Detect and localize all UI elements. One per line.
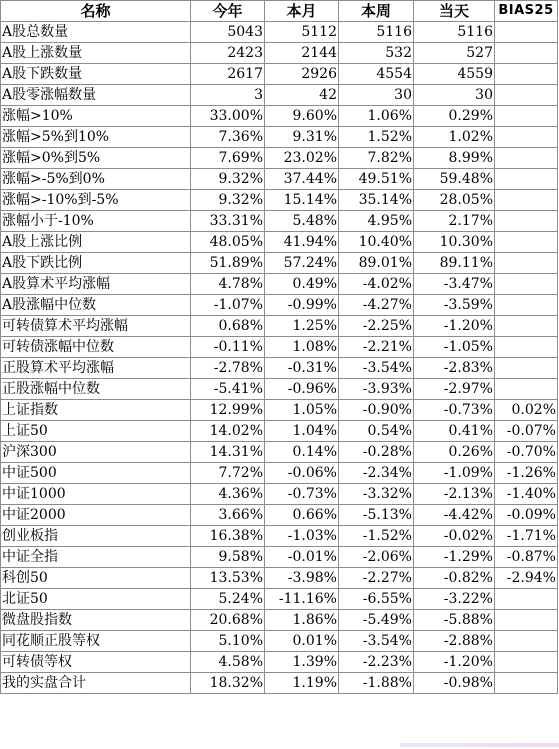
cell-week: -0.28% [339, 442, 414, 463]
table-row [1, 169, 558, 190]
cell-day: -0.02% [414, 526, 495, 547]
cell-bias25 [495, 589, 558, 610]
cell-week: -1.52% [339, 526, 414, 547]
cell-month: -1.03% [265, 526, 339, 547]
cell-year: 2423 [191, 43, 265, 64]
cell-day: -2.83% [414, 358, 495, 379]
cell-year: 5043 [191, 22, 265, 43]
cell-month: 37.44% [265, 169, 339, 190]
cell-month: 23.02% [265, 148, 339, 169]
table-row [1, 337, 558, 358]
cell-year: 33.31% [191, 211, 265, 232]
table-row [1, 43, 558, 64]
cell-year: 16.38% [191, 526, 265, 547]
cell-month: 2926 [265, 64, 339, 85]
table-row [1, 316, 558, 337]
cell-year: 13.53% [191, 568, 265, 589]
cell-bias25 [495, 106, 558, 127]
header-week: 本周 [339, 1, 414, 22]
table-row [1, 85, 558, 106]
cell-bias25: -0.09% [495, 505, 558, 526]
cell-bias25 [495, 316, 558, 337]
cell-year: 9.32% [191, 169, 265, 190]
bottom-edge-mark [400, 743, 559, 747]
cell-bias25: -1.40% [495, 484, 558, 505]
cell-name: 涨幅>0%到5% [1, 148, 191, 169]
cell-year: 51.89% [191, 253, 265, 274]
cell-month: 1.39% [265, 652, 339, 673]
cell-year: 18.32% [191, 673, 265, 694]
cell-week: 10.40% [339, 232, 414, 253]
table-row [1, 22, 558, 43]
cell-week: -2.27% [339, 568, 414, 589]
cell-bias25 [495, 631, 558, 652]
cell-year: -5.41% [191, 379, 265, 400]
table-row [1, 673, 558, 694]
cell-month: 9.31% [265, 127, 339, 148]
cell-bias25: -0.70% [495, 442, 558, 463]
cell-day: 0.41% [414, 421, 495, 442]
cell-day: -1.09% [414, 463, 495, 484]
cell-year: 48.05% [191, 232, 265, 253]
cell-week: 89.01% [339, 253, 414, 274]
cell-week: -3.32% [339, 484, 414, 505]
cell-name: 上证50 [1, 421, 191, 442]
cell-bias25 [495, 169, 558, 190]
table-row [1, 190, 558, 211]
cell-month: 9.60% [265, 106, 339, 127]
table-row [1, 484, 558, 505]
cell-name: 创业板指 [1, 526, 191, 547]
cell-bias25: -2.94% [495, 568, 558, 589]
cell-year: -0.11% [191, 337, 265, 358]
cell-name: A股下跌数量 [1, 64, 191, 85]
cell-bias25 [495, 22, 558, 43]
cell-bias25: -0.87% [495, 547, 558, 568]
cell-year: 9.58% [191, 547, 265, 568]
table-row [1, 652, 558, 673]
cell-bias25 [495, 253, 558, 274]
cell-bias25 [495, 232, 558, 253]
cell-week: 1.52% [339, 127, 414, 148]
cell-name: 可转债等权 [1, 652, 191, 673]
cell-year: -1.07% [191, 295, 265, 316]
cell-week: -4.02% [339, 274, 414, 295]
table-row [1, 463, 558, 484]
cell-bias25 [495, 274, 558, 295]
cell-name: 可转债算术平均涨幅 [1, 316, 191, 337]
cell-day: 59.48% [414, 169, 495, 190]
cell-name: 涨幅>-10%到-5% [1, 190, 191, 211]
cell-day: -0.73% [414, 400, 495, 421]
cell-bias25 [495, 211, 558, 232]
cell-day: -4.42% [414, 505, 495, 526]
cell-year: 33.00% [191, 106, 265, 127]
cell-week: -2.34% [339, 463, 414, 484]
cell-day: 30 [414, 85, 495, 106]
table-row [1, 442, 558, 463]
cell-day: -0.82% [414, 568, 495, 589]
cell-day: -3.22% [414, 589, 495, 610]
cell-month: 1.86% [265, 610, 339, 631]
table-row [1, 232, 558, 253]
cell-week: 1.06% [339, 106, 414, 127]
table-row [1, 505, 558, 526]
cell-year: 3 [191, 85, 265, 106]
cell-week: 5116 [339, 22, 414, 43]
cell-day: 10.30% [414, 232, 495, 253]
table-row [1, 64, 558, 85]
cell-month: -0.73% [265, 484, 339, 505]
cell-day: 28.05% [414, 190, 495, 211]
table-row [1, 400, 558, 421]
header-row [1, 1, 558, 22]
cell-day: -1.05% [414, 337, 495, 358]
cell-year: 7.72% [191, 463, 265, 484]
cell-year: 0.68% [191, 316, 265, 337]
cell-week: -2.23% [339, 652, 414, 673]
table-row [1, 295, 558, 316]
cell-year: 14.31% [191, 442, 265, 463]
cell-month: 41.94% [265, 232, 339, 253]
cell-month: 2144 [265, 43, 339, 64]
cell-month: 0.66% [265, 505, 339, 526]
cell-day: 1.02% [414, 127, 495, 148]
cell-month: -3.98% [265, 568, 339, 589]
cell-week: -1.88% [339, 673, 414, 694]
table-row [1, 253, 558, 274]
cell-year: 12.99% [191, 400, 265, 421]
cell-month: -0.99% [265, 295, 339, 316]
cell-month: 5112 [265, 22, 339, 43]
cell-day: -2.88% [414, 631, 495, 652]
header-month: 本月 [265, 1, 339, 22]
cell-year: 5.24% [191, 589, 265, 610]
cell-week: -3.54% [339, 358, 414, 379]
cell-year: -2.78% [191, 358, 265, 379]
cell-week: 532 [339, 43, 414, 64]
cell-day: 89.11% [414, 253, 495, 274]
cell-week: -5.49% [339, 610, 414, 631]
cell-day: -1.20% [414, 652, 495, 673]
table-row [1, 358, 558, 379]
header-day: 当天 [414, 1, 495, 22]
cell-day: -3.47% [414, 274, 495, 295]
cell-day: 5116 [414, 22, 495, 43]
table-row [1, 568, 558, 589]
cell-week: 49.51% [339, 169, 414, 190]
cell-name: A股算术平均涨幅 [1, 274, 191, 295]
cell-name: A股下跌比例 [1, 253, 191, 274]
cell-bias25 [495, 379, 558, 400]
cell-week: 0.54% [339, 421, 414, 442]
cell-year: 2617 [191, 64, 265, 85]
cell-name: 科创50 [1, 568, 191, 589]
cell-year: 7.36% [191, 127, 265, 148]
cell-bias25 [495, 148, 558, 169]
header-name: 名称 [1, 1, 191, 22]
cell-month: -11.16% [265, 589, 339, 610]
cell-name: 正股涨幅中位数 [1, 379, 191, 400]
cell-month: 5.48% [265, 211, 339, 232]
cell-bias25 [495, 64, 558, 85]
cell-name: A股涨幅中位数 [1, 295, 191, 316]
cell-month: 1.04% [265, 421, 339, 442]
cell-month: 42 [265, 85, 339, 106]
cell-year: 3.66% [191, 505, 265, 526]
cell-week: -2.06% [339, 547, 414, 568]
cell-bias25 [495, 43, 558, 64]
cell-year: 4.36% [191, 484, 265, 505]
cell-name: 中证2000 [1, 505, 191, 526]
cell-day: 4559 [414, 64, 495, 85]
table-row [1, 379, 558, 400]
cell-name: A股零涨幅数量 [1, 85, 191, 106]
cell-month: 1.19% [265, 673, 339, 694]
cell-name: 中证1000 [1, 484, 191, 505]
cell-week: 30 [339, 85, 414, 106]
cell-week: -2.25% [339, 316, 414, 337]
table-row [1, 526, 558, 547]
cell-name: 涨幅>10% [1, 106, 191, 127]
cell-month: 57.24% [265, 253, 339, 274]
cell-week: -6.55% [339, 589, 414, 610]
cell-week: -3.54% [339, 631, 414, 652]
table-row [1, 211, 558, 232]
cell-month: -0.06% [265, 463, 339, 484]
cell-name: A股上涨数量 [1, 43, 191, 64]
cell-day: -2.13% [414, 484, 495, 505]
cell-day: 527 [414, 43, 495, 64]
cell-day: -5.88% [414, 610, 495, 631]
cell-bias25 [495, 85, 558, 106]
cell-name: 正股算术平均涨幅 [1, 358, 191, 379]
cell-name: 沪深300 [1, 442, 191, 463]
cell-week: 7.82% [339, 148, 414, 169]
cell-year: 14.02% [191, 421, 265, 442]
table-row [1, 547, 558, 568]
cell-month: -0.01% [265, 547, 339, 568]
cell-bias25: -1.71% [495, 526, 558, 547]
cell-month: 0.14% [265, 442, 339, 463]
cell-name: 上证指数 [1, 400, 191, 421]
cell-month: -0.96% [265, 379, 339, 400]
cell-bias25 [495, 652, 558, 673]
cell-month: 0.01% [265, 631, 339, 652]
table-row [1, 274, 558, 295]
cell-bias25 [495, 295, 558, 316]
cell-month: -0.31% [265, 358, 339, 379]
cell-name: 微盘股指数 [1, 610, 191, 631]
cell-name: 中证全指 [1, 547, 191, 568]
cell-month: 1.08% [265, 337, 339, 358]
cell-bias25 [495, 337, 558, 358]
cell-day: -1.29% [414, 547, 495, 568]
cell-bias25 [495, 358, 558, 379]
table-row [1, 631, 558, 652]
cell-name: 涨幅小于-10% [1, 211, 191, 232]
cell-year: 5.10% [191, 631, 265, 652]
table-row [1, 106, 558, 127]
cell-day: 8.99% [414, 148, 495, 169]
header-year: 今年 [191, 1, 265, 22]
cell-day: -2.97% [414, 379, 495, 400]
cell-week: -3.93% [339, 379, 414, 400]
cell-name: A股上涨比例 [1, 232, 191, 253]
cell-month: 15.14% [265, 190, 339, 211]
cell-bias25: 0.02% [495, 400, 558, 421]
cell-bias25: -0.07% [495, 421, 558, 442]
header-bias25: BIAS25 [495, 1, 558, 22]
cell-name: 同花顺正股等权 [1, 631, 191, 652]
cell-year: 4.58% [191, 652, 265, 673]
cell-year: 20.68% [191, 610, 265, 631]
cell-name: 可转债涨幅中位数 [1, 337, 191, 358]
cell-bias25 [495, 190, 558, 211]
cell-name: 中证500 [1, 463, 191, 484]
cell-name: 北证50 [1, 589, 191, 610]
cell-month: 1.25% [265, 316, 339, 337]
cell-week: -2.21% [339, 337, 414, 358]
cell-week: 4554 [339, 64, 414, 85]
cell-name: 我的实盘合计 [1, 673, 191, 694]
cell-week: -0.90% [339, 400, 414, 421]
table-row [1, 127, 558, 148]
cell-year: 4.78% [191, 274, 265, 295]
cell-day: 0.29% [414, 106, 495, 127]
cell-bias25 [495, 610, 558, 631]
cell-week: 4.95% [339, 211, 414, 232]
cell-day: 2.17% [414, 211, 495, 232]
cell-bias25: -1.26% [495, 463, 558, 484]
cell-week: -5.13% [339, 505, 414, 526]
cell-day: -0.98% [414, 673, 495, 694]
cell-name: 涨幅>5%到10% [1, 127, 191, 148]
table-row [1, 589, 558, 610]
cell-year: 9.32% [191, 190, 265, 211]
cell-year: 7.69% [191, 148, 265, 169]
cell-name: A股总数量 [1, 22, 191, 43]
cell-week: 35.14% [339, 190, 414, 211]
cell-name: 涨幅>-5%到0% [1, 169, 191, 190]
cell-day: 0.26% [414, 442, 495, 463]
cell-bias25 [495, 127, 558, 148]
cell-day: -1.20% [414, 316, 495, 337]
cell-month: 1.05% [265, 400, 339, 421]
table-row [1, 421, 558, 442]
cell-week: -4.27% [339, 295, 414, 316]
cell-month: 0.49% [265, 274, 339, 295]
cell-bias25 [495, 673, 558, 694]
cell-day: -3.59% [414, 295, 495, 316]
table-row [1, 148, 558, 169]
table-row [1, 610, 558, 631]
